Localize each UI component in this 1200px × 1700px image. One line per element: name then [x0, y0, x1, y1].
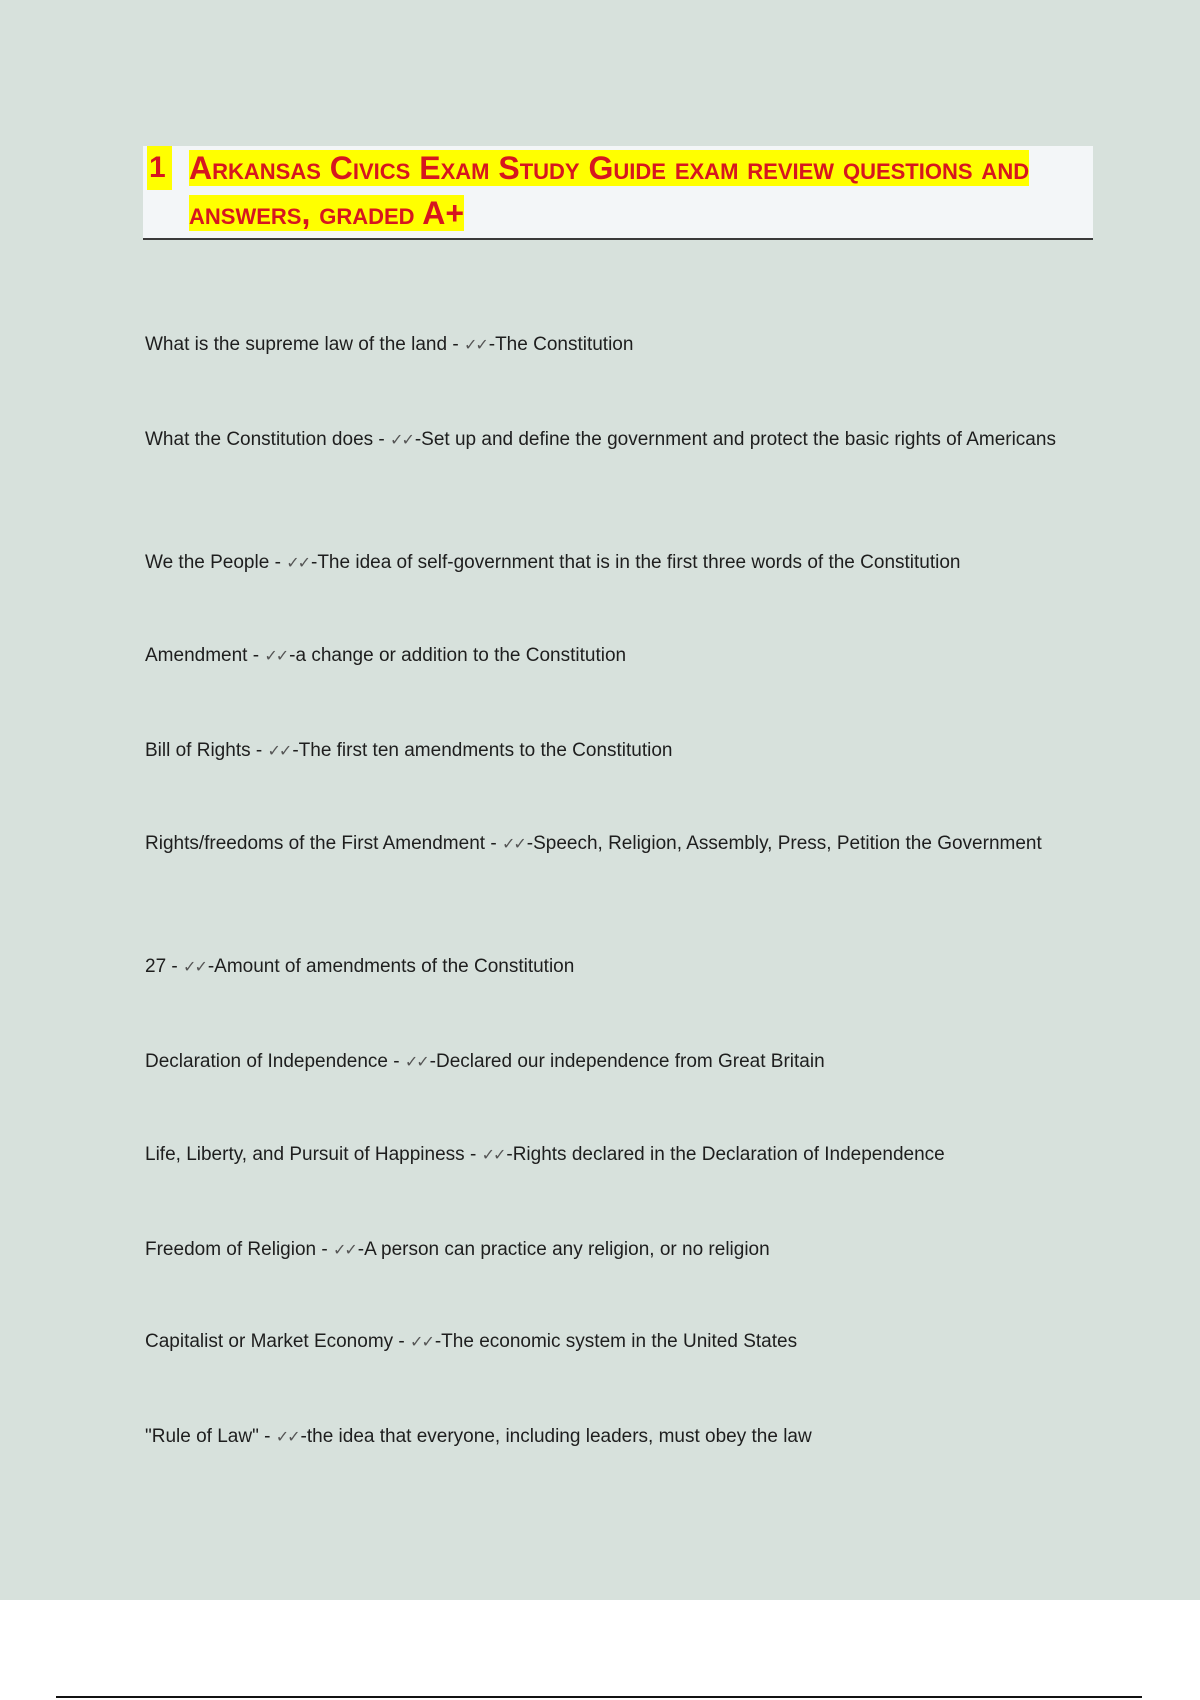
double-checkmark-icon: ✓✓ — [286, 553, 309, 572]
double-checkmark-icon: ✓✓ — [481, 1145, 505, 1164]
page-title — [189, 146, 1049, 236]
page-title-text: Arkansas Civics Exam Study Guide exam review questions and answers, graded A+ — [189, 150, 1030, 231]
qa-item — [145, 330, 1075, 360]
double-checkmark-icon: ✓✓ — [332, 1240, 356, 1259]
qa-answer: -Speech, Religion, Assembly, Press, Petition the Government — [526, 833, 1042, 854]
double-checkmark-icon: ✓✓ — [267, 741, 291, 760]
qa-separator: - — [447, 334, 464, 355]
double-checkmark-icon: ✓✓ — [183, 957, 206, 976]
qa-separator: - — [250, 740, 268, 761]
double-checkmark-icon: ✓✓ — [264, 646, 288, 665]
qa-term: Freedom of Religion — [145, 1239, 317, 1260]
qa-separator: - — [393, 1331, 411, 1352]
double-checkmark-icon: ✓✓ — [501, 834, 525, 853]
qa-separator: - — [247, 645, 265, 666]
qa-term: 27 — [145, 956, 167, 977]
qa-separator: - — [373, 429, 391, 450]
qa-separator: - — [464, 1144, 482, 1165]
double-checkmark-icon: ✓✓ — [275, 1427, 299, 1446]
qa-answer: -Set up and define the government and protect the basic rights of Americans — [414, 429, 1056, 450]
qa-item — [145, 952, 1075, 982]
qa-item — [145, 1327, 1075, 1357]
qa-term: What is the supreme law of the land — [145, 334, 448, 355]
qa-item — [145, 1047, 1075, 1077]
qa-separator: - — [258, 1426, 276, 1447]
qa-answer: -Declared our independence from Great Britain — [429, 1051, 825, 1072]
qa-answer: -Rights declared in the Declaration of Independence — [506, 1144, 945, 1165]
qa-term: Amendment — [145, 645, 248, 666]
qa-term: Capitalist or Market Economy — [145, 1331, 394, 1352]
qa-separator: - — [485, 833, 502, 854]
qa-answer: -The economic system in the United States — [434, 1331, 798, 1352]
footer-divider — [56, 1696, 1142, 1698]
qa-item — [145, 1235, 1075, 1265]
qa-term: "Rule of Law" — [145, 1426, 259, 1447]
qa-answer: -The first ten amendments to the Constitution — [292, 740, 673, 761]
double-checkmark-icon: ✓✓ — [410, 1332, 433, 1351]
qa-term: What the Constitution does — [145, 429, 374, 450]
double-checkmark-icon: ✓✓ — [390, 430, 413, 449]
qa-answer: -The idea of self-government that is in the first three words of the Constitution — [311, 552, 961, 573]
double-checkmark-icon: ✓✓ — [404, 1052, 428, 1071]
qa-answer: -Amount of amendments of the Constitution — [207, 956, 575, 977]
qa-term: Rights/freedoms of the First Amendment — [145, 833, 486, 854]
qa-term: Declaration of Independence — [145, 1051, 388, 1072]
qa-answer: -a change or addition to the Constitution — [289, 645, 627, 666]
qa-item — [145, 641, 1075, 671]
qa-item — [145, 1422, 1075, 1452]
qa-item — [145, 548, 1075, 578]
qa-item — [145, 1140, 1075, 1170]
qa-term: We the People — [145, 552, 270, 573]
qa-item — [145, 829, 1075, 859]
double-checkmark-icon: ✓✓ — [463, 335, 487, 354]
qa-answer: -the idea that everyone, including leaders, must obey the law — [300, 1426, 812, 1447]
qa-item — [145, 736, 1075, 766]
qa-separator: - — [269, 552, 287, 573]
heading-block — [143, 146, 1093, 240]
qa-answer: -A person can practice any religion, or no religion — [357, 1239, 770, 1260]
qa-term: Bill of Rights — [145, 740, 251, 761]
qa-separator: - — [316, 1239, 333, 1260]
qa-separator: - — [166, 956, 184, 977]
qa-answer: -The Constitution — [488, 334, 634, 355]
qa-separator: - — [387, 1051, 405, 1072]
heading-number: 1 — [147, 146, 172, 190]
qa-item — [145, 425, 1075, 455]
qa-term: Life, Liberty, and Pursuit of Happiness — [145, 1144, 465, 1165]
